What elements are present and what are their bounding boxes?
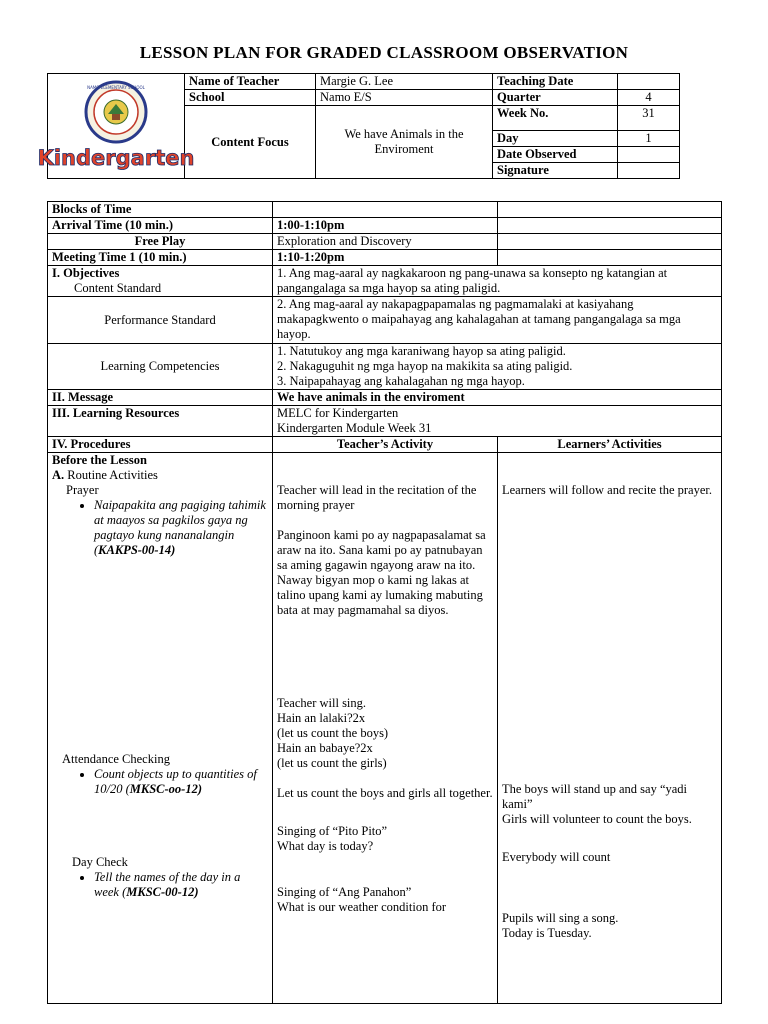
logo-ring-text: NAMO ELEMENTARY SCHOOL xyxy=(87,85,145,90)
competencies-label: Learning Competencies xyxy=(48,344,273,390)
blocks-label: Blocks of Time xyxy=(48,202,273,218)
day-label: Day xyxy=(493,131,618,147)
message-value: We have animals in the enviroment xyxy=(273,390,722,406)
week-label: Week No. xyxy=(493,106,618,131)
competency-item: 1. Natutukoy ang mga karaniwang hayop sa ating paligid. xyxy=(277,344,566,358)
objectives-cell xyxy=(48,266,273,297)
teaching-date-label: Teaching Date xyxy=(493,74,618,90)
resource-item: MELC for Kindergarten xyxy=(277,406,399,420)
day-value: 1 xyxy=(618,131,680,147)
performance-standard-label: Performance Standard xyxy=(48,297,273,344)
resources-label: III. Learning Resources xyxy=(48,406,273,437)
signature-label: Signature xyxy=(493,163,618,179)
date-observed-label: Date Observed xyxy=(493,147,618,163)
teacher-prayer-intro: Teacher will lead in the recitation of the morning prayer xyxy=(277,483,477,512)
procedures-label: IV. Procedures xyxy=(48,437,273,453)
page-title: LESSON PLAN FOR GRADED CLASSROOM OBSERVATION xyxy=(139,43,629,62)
quarter-value: 4 xyxy=(618,90,680,106)
prayer-text: Panginoon kami po ay nagpapasalamat sa araw na ito. Sana kami po ay patnubayan sa aming gagawin ngayong araw na ito. Naway bigyan mop o kami ng lakas at talino upang kami ay lumaking mabuting bata at may pagmamahal sa diyos. xyxy=(277,528,486,617)
teacher-activity-header: Teacher’s Activity xyxy=(273,437,498,453)
school-value: Namo E/S xyxy=(316,90,493,106)
song-line: (let us count the boys) xyxy=(277,726,389,740)
song-line: Hain an babaye?2x xyxy=(277,741,373,755)
learner-girls: Girls will volunteer to count the boys. xyxy=(502,812,692,826)
name-value: Margie G. Lee xyxy=(316,74,493,90)
learner-today: Today is Tuesday. xyxy=(502,926,592,940)
teacher-pito: Singing of “Pito Pito” xyxy=(277,824,388,838)
school-logo xyxy=(37,74,195,174)
content-focus-label: Content Focus xyxy=(185,106,316,179)
logo-wordmark: Kindergarten xyxy=(37,146,195,170)
lesson-table xyxy=(47,201,722,1004)
school-label: School xyxy=(185,90,316,106)
learner-prayer: Learners will follow and recite the prayer. xyxy=(502,483,712,497)
song-line: (let us count the girls) xyxy=(277,756,387,770)
teacher-sing: Teacher will sing. xyxy=(277,696,367,710)
resources-list xyxy=(273,406,722,437)
competency-item: 2. Nakaguguhit ng mga hayop na makikita sa ating paligid. xyxy=(277,359,573,373)
teaching-date-value xyxy=(618,74,680,90)
learner-count: Everybody will count xyxy=(502,850,611,864)
content-standard-label: Content Standard xyxy=(74,281,162,295)
date-observed-value xyxy=(618,147,680,163)
learner-boys: The boys will stand up and say “yadi kami” xyxy=(502,782,688,811)
arrival-label: Arrival Time (10 min.) xyxy=(48,218,273,234)
arrival-value: 1:00-1:10pm xyxy=(273,218,498,234)
before-lesson-heading: Before the Lesson xyxy=(52,453,147,467)
teacher-activities-cell xyxy=(273,453,498,1004)
content-standard-value: 1. Ang mag-aaral ay nagkakaroon ng pang-unawa sa konsepto ng katangian at pangangalaga sa mga hayop sa ating paligid. xyxy=(273,266,722,297)
content-focus-value: We have Animals in the Enviroment xyxy=(316,106,493,179)
objectives-label: I. Objectives xyxy=(52,266,120,280)
freeplay-label: Free Play xyxy=(48,234,273,250)
freeplay-value: Exploration and Discovery xyxy=(273,234,498,250)
header-table xyxy=(37,73,680,179)
message-label: II. Message xyxy=(48,390,273,406)
meeting-value: 1:10-1:20pm xyxy=(273,250,498,266)
learner-activities-cell xyxy=(498,453,722,1004)
learner-activity-header: Learners’ Activities xyxy=(498,437,722,453)
week-value: 31 xyxy=(618,106,680,131)
song-line: Hain an lalaki?2x xyxy=(277,711,366,725)
performance-standard-value: 2. Ang mag-aaral ay nakapagpapamalas ng pagmamalaki at kasiyahang makapagkwento o maipahayag ang kahalagahan at tamang pangangalaga sa mga hayop. xyxy=(273,297,722,344)
procedures-steps-cell xyxy=(48,453,273,1004)
prayer-bullet: • Naipapakita ang pagiging tahimik at maayos sa pagkilos gaya ng pagtayo kung nananalangin (KAKPS-00-14) xyxy=(94,498,268,558)
teacher-count: Let us count the boys and girls all together. xyxy=(277,786,493,800)
day-check-label: Day Check xyxy=(72,855,128,869)
competency-item: 3. Naipapahayag ang kahalagahan ng mga hayop. xyxy=(277,374,525,388)
day-check-bullet: • Tell the names of the day in a week (MKSC-00-12) xyxy=(94,870,268,900)
attendance-bullet: • Count objects up to quantities of 10/20 (MKSC-oo-12) xyxy=(94,767,268,797)
signature-value xyxy=(618,163,680,179)
attendance-label: Attendance Checking xyxy=(62,752,170,766)
competencies-list xyxy=(273,344,722,390)
learner-sing: Pupils will sing a song. xyxy=(502,911,619,925)
prayer-label: Prayer xyxy=(66,483,99,497)
teacher-weather: What is our weather condition for xyxy=(277,900,447,914)
teacher-panahon: Singing of “Ang Panahon” xyxy=(277,885,412,899)
resource-item: Kindergarten Module Week 31 xyxy=(277,421,432,435)
name-label: Name of Teacher xyxy=(185,74,316,90)
teacher-pito-question: What day is today? xyxy=(277,839,374,853)
routine-heading: A. Routine Activities xyxy=(52,468,158,482)
quarter-label: Quarter xyxy=(493,90,618,106)
meeting-label: Meeting Time 1 (10 min.) xyxy=(48,250,273,266)
logo-cell xyxy=(37,74,195,179)
